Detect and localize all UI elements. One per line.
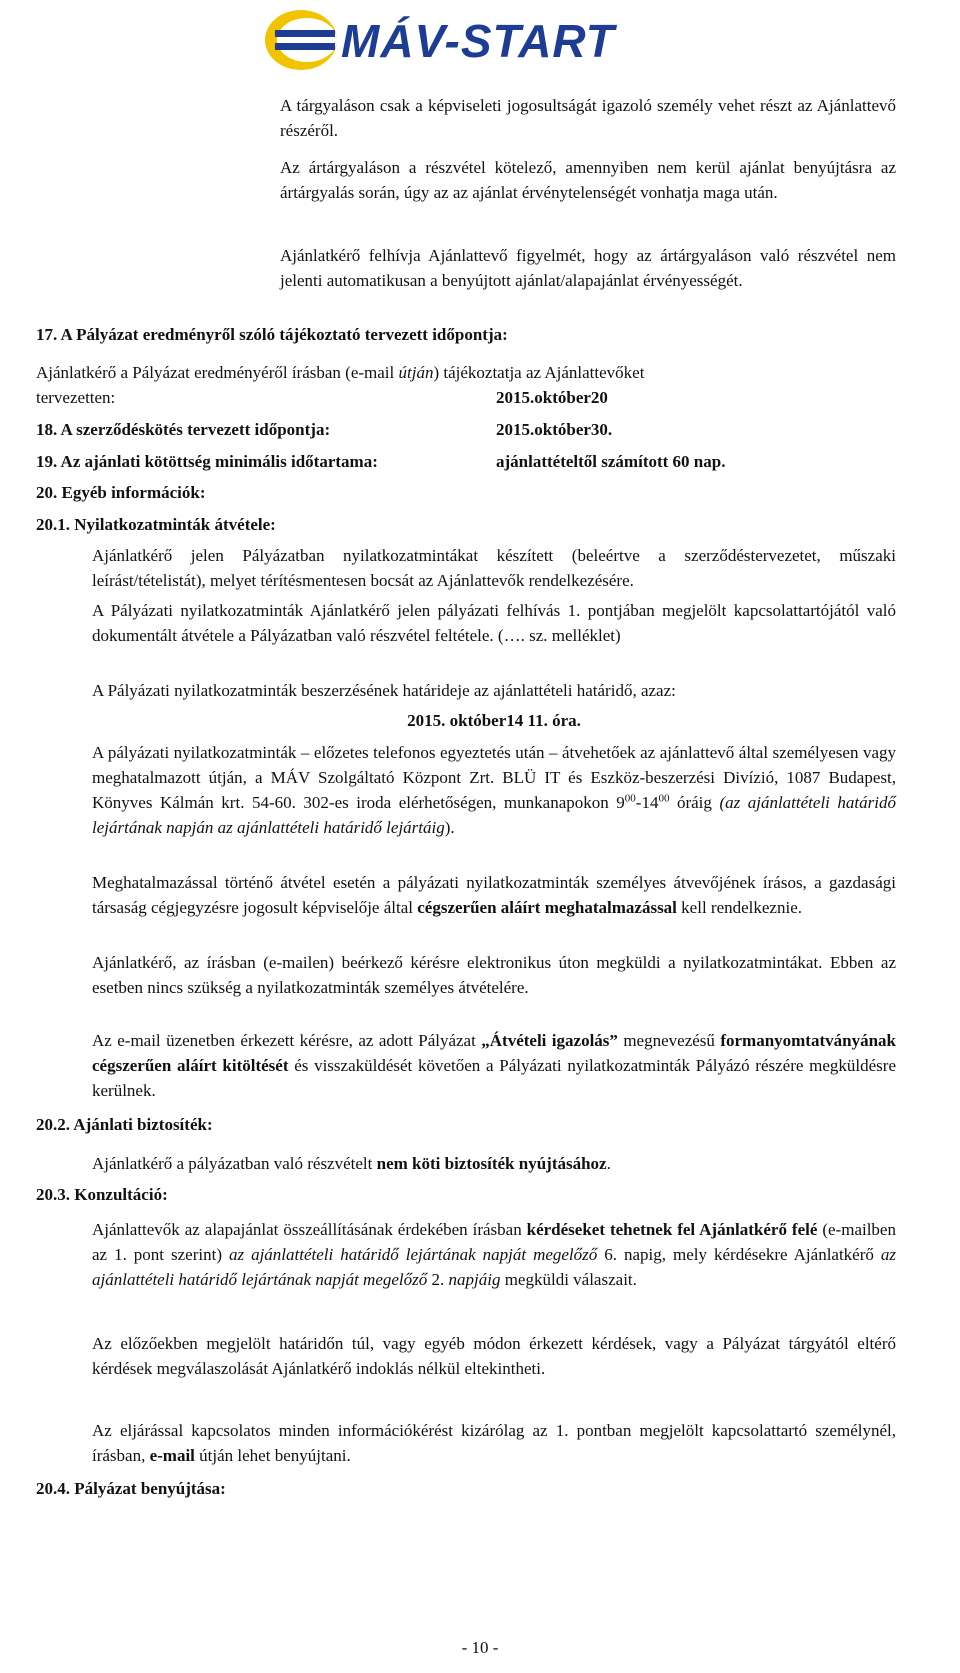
section-20-3-paragraph-1: Ajánlattevők az alapajánlat összeállításának érdekében írásban kérdéseket tehetnek fel Ajánlatkérő felé (e-mailben az 1. pont szerint) az ajánlattételi határidő lejártának napját megelőző 6. napig, mely kérdésekre Ajánlatkérő az ajánlattételi határidő lejártának napját megelőző 2. napjáig megküldi válaszait. <box>92 1220 897 1289</box>
section-18-label: 18. A szerződéskötés tervezett időpontja: <box>36 420 331 439</box>
mav-start-logo <box>273 8 673 80</box>
section-17-date-label: tervezetten: <box>36 388 116 407</box>
section-20-1-heading: 20.1. Nyilatkozatminták átvétele: <box>36 515 276 534</box>
logo-swoosh-icon <box>261 4 341 76</box>
section-20-1-paragraph-1: Ajánlatkérő jelen Pályázatban nyilatkozatmintákat készített (beleértve a szerződéstervezetet, műszaki leírást/tételistát), melyet térítésmentesen bocsát az Ajánlattevők rendelkezésére. <box>92 546 896 590</box>
section-20-3-paragraph-2: Az előzőekben megjelölt határidőn túl, vagy egyéb módon érkezett kérdések, vagy a Pályázat tárgyától eltérő kérdések megválaszolását Ajánlatkérő indoklás nélkül eltekintheti. <box>92 1334 896 1378</box>
section-20-2-heading: 20.2. Ajánlati biztosíték: <box>36 1115 213 1134</box>
paragraph-mandatory-attendance: Az ártárgyaláson a részvétel kötelező, amennyiben nem kerül ajánlat benyújtásra az ártárgyalás során, úgy az az ajánlat érvénytelenségét vonhatja maga után. <box>280 158 896 202</box>
section-20-2-text: Ajánlatkérő a pályázatban való részvételt nem köti biztosíték nyújtásához. <box>92 1154 611 1173</box>
section-19-value: ajánlattételtől számított 60 nap. <box>496 452 726 471</box>
section-20-heading: 20. Egyéb információk: <box>36 483 206 502</box>
section-20-1-paragraph-3: A Pályázati nyilatkozatminták beszerzésének határideje az ajánlattételi határidő, azaz: <box>92 681 676 700</box>
section-17-date: 2015.október20 <box>496 388 608 407</box>
paragraph-representation: A tárgyaláson csak a képviseleti jogosultságát igazoló személy vehet részt az Ajánlattevő részéről. <box>280 96 896 140</box>
logo-text: MÁV-START <box>341 15 615 67</box>
section-20-1-deadline: 2015. október14 11. óra. <box>407 711 581 730</box>
section-20-1-paragraph-2: A Pályázati nyilatkozatminták Ajánlatkérő jelen pályázati felhívás 1. pontjában megjelölt kapcsolattartójától való dokumentált átvétele a Pályázatban való részvétel feltétele. (…. sz. melléklet) <box>92 601 896 645</box>
section-20-1-paragraph-7: Az e-mail üzenetben érkezett kérésre, az adott Pályázat „Átvételi igazolás” megnevezésű formanyomtatványának cégszerűen aláírt kitöltését és visszaküldését követően a Pályázati nyilatkozatminták Pályázó részére megküldésre kerülnek. <box>92 1031 897 1100</box>
section-20-1-paragraph-4: A pályázati nyilatkozatminták – előzetes telefonos egyeztetés után – átvehetőek az ajánlattevő által személyesen vagy meghatalmazott útján, a MÁV Szolgáltató Központ Zrt. BLÜ IT és Eszköz-beszerzési Divízió, 1087 Budapest, Könyves Kálmán krt. 54-60. 302-es iroda elérhetőségen, munkanapokon $9^{00}-14^{00}$ óráig (az ajánlattételi határidő lejártának napján az ajánlattételi határidő lejártáig). <box>92 743 896 837</box>
section-20-1-paragraph-5: Meghatalmazással történő átvétel esetén a pályázati nyilatkozatminták személyes átvevőjének írásos, a gazdasági társaság cégjegyzésre jogosult képviselője által cégszerűen aláírt meghatalmazással kell rendelkeznie. <box>92 873 896 917</box>
page-number: - 10 - <box>461 1638 499 1657</box>
section-20-3-heading: 20.3. Konzultáció: <box>36 1185 168 1204</box>
section-20-4-heading: 20.4. Pályázat benyújtása: <box>36 1479 226 1498</box>
section-20-1-paragraph-6: Ajánlatkérő, az írásban (e-mailen) beérkező kérésre elektronikus úton megküldi a nyilatkozatmintákat. Ebben az esetben nincs szükség a nyilatkozatminták személyes átvételére. <box>92 953 896 997</box>
section-18-value: 2015.október30. <box>496 420 613 439</box>
section-19-label: 19. Az ajánlati kötöttség minimális időtartama: <box>36 452 378 471</box>
paragraph-attention: Ajánlatkérő felhívja Ajánlattevő figyelmét, hogy az ártárgyaláson való részvétel nem jelenti automatikusan a benyújtott ajánlat/alapajánlat érvényességét. <box>280 246 896 290</box>
section-20-3-paragraph-3: Az eljárással kapcsolatos minden információkérést kizárólag az 1. pontban megjelölt kapcsolattartó személynél, írásban, e-mail útján lehet benyújtani. <box>92 1421 896 1465</box>
section-17-text: Ajánlatkérő a Pályázat eredményéről írásban (e-mail útján) tájékoztatja az Ajánlattevőket <box>36 363 645 382</box>
section-17-heading: 17. A Pályázat eredményről szóló tájékoztató tervezett időpontja: <box>36 325 508 344</box>
